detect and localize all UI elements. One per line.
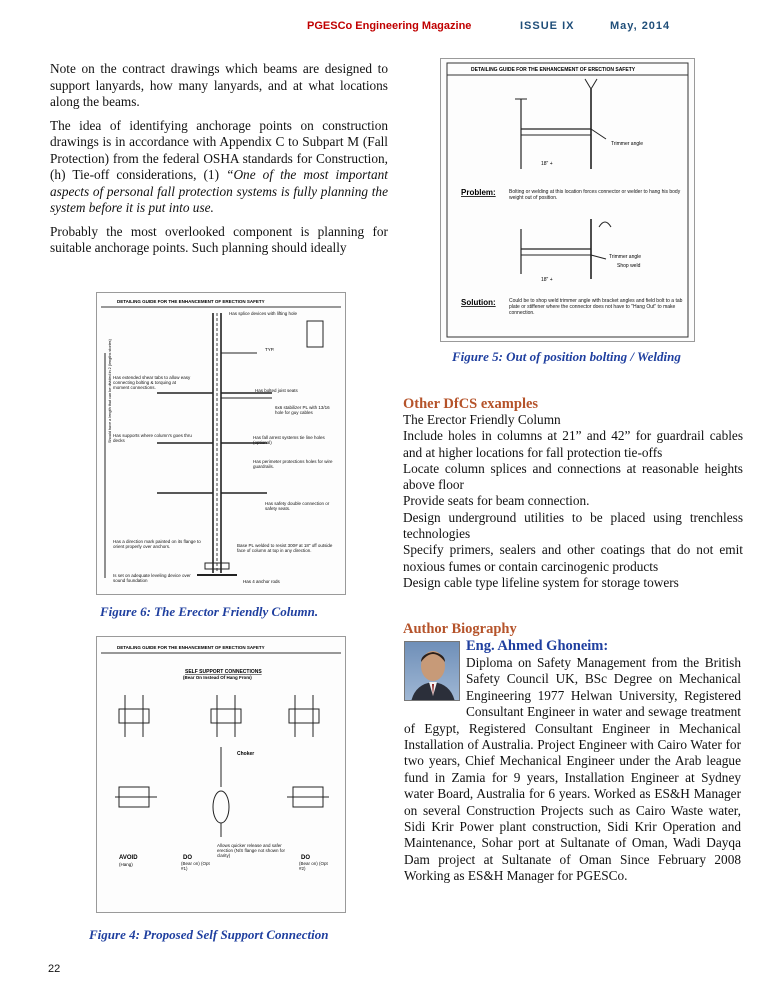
shop-weld-label: Shop weld bbox=[617, 263, 641, 269]
direction-mark-note: Has a direction mark painted on its flange to orient properly over anchors. bbox=[113, 539, 201, 549]
magazine-title: PGESCo Engineering Magazine bbox=[307, 20, 472, 32]
figure-title: DETAILING GUIDE FOR THE ENHANCEMENT OF ERECTION SAFETY bbox=[117, 645, 265, 650]
supports-note: Has supports where column's goes thru decks bbox=[113, 433, 192, 443]
issue-date: May, 2014 bbox=[610, 20, 671, 32]
length-note: Should have a length that can be divided in 2 (lengths stories) bbox=[108, 339, 112, 443]
issue-label: ISSUE IX bbox=[520, 20, 575, 32]
author-bio bbox=[404, 655, 741, 885]
base-plate-note: Base PL welded to resist 300# at 18" off outside face of column at top in any direction. bbox=[237, 543, 333, 553]
solution-label: Solution: bbox=[461, 298, 496, 307]
body-text-column bbox=[50, 61, 388, 264]
figure-subtitle-2: (Bear On Instead Of Hang From) bbox=[183, 675, 252, 680]
do-opt1-label: DO bbox=[183, 855, 192, 861]
list-item: Specify primers, sealers and other coatings that do not emit noxious fumes or contain carcinogenic products bbox=[403, 542, 743, 574]
figure-4-caption: Figure 4: Proposed Self Support Connection bbox=[89, 927, 329, 942]
do-opt1-sub-label: (Bear on) (Opt #1) bbox=[181, 861, 210, 871]
figure-title: DETAILING GUIDE FOR THE ENHANCEMENT OF ERECTION SAFETY bbox=[471, 67, 636, 73]
problem-label: Problem: bbox=[461, 188, 496, 197]
page-header bbox=[0, 20, 772, 38]
photo-spacer bbox=[404, 655, 466, 705]
fall-arrest-note: Has fall arrest systems tie line holes (optional) bbox=[253, 435, 325, 445]
figure-6-caption: Figure 6: The Erector Friendly Column. bbox=[100, 604, 319, 619]
typ-note: TYP. bbox=[265, 347, 275, 352]
list-item: Provide seats for beam connection. bbox=[403, 493, 590, 509]
paragraph: Note on the contract drawings which beams are designed to support lanyards, how many lanyards, and at what locations along the beams. bbox=[50, 61, 388, 109]
trimmer-label-2: Trimmer angle bbox=[609, 254, 642, 260]
splice-note: Has splice devices with lifting hole bbox=[229, 311, 298, 316]
figure-4-image bbox=[96, 636, 346, 913]
dfcs-list bbox=[403, 412, 743, 591]
choker-label: Choker bbox=[237, 751, 255, 757]
allows-note: Allows quicker release and safer erection (N/S flange not shown for clarity) bbox=[217, 843, 286, 858]
list-item: Include holes in columns at 21” and 42” for guardrail cables and at higher locations for fall protection tie-offs bbox=[403, 428, 743, 460]
paragraph: The idea of identifying anchorage points on construction drawings is in accordance with Appendix C to Subpart M (Fall Protection) from the federal OSHA standards for Construction, (h) Tie-off considerations, (1) “One of the most important aspects of personal fall protection systems is fully planning the system before it is put into use. bbox=[50, 117, 388, 215]
list-item: Locate column splices and connections at reasonable heights above floor bbox=[403, 460, 743, 493]
page-number: 22 bbox=[48, 963, 61, 975]
quote: “One of the most important aspects of personal fall protection systems is fully planning the system before it is put into use. bbox=[50, 167, 388, 215]
bio-text: Diploma on Safety Management from the British Safety Council UK, BSc Degree on Mechanical Engineering 1977 Helwan University, Registered Consultant Engineer in water and sewage treatment of Egypt, Registered Consultant Engineer in Mechanical Installation of Australia. Project Engineer with Cairo Water for two years, Chief Mechanical Engineer under the Arab league fund in Zamia for 9 years, Installation Engineer at Sydney water Board, Australia for 6 years. Worked as ES&H Manager on several Construction Projects such as Cairo Waste water, Sidi Krir Power plant construction, Sidi Krir Operation and Maintenance, Sohar port at Sultanate of Oman, Wadi Dayqa Dam project at Sultanate of Oman Since February 2008 Working as ES&H Manager for PGESCo. bbox=[404, 655, 741, 884]
double-connection-note: Has safety double connection or safety seats. bbox=[265, 501, 330, 511]
dimension-label-2: 18" + bbox=[541, 277, 553, 283]
dimension-label: 18" + bbox=[541, 161, 553, 167]
author-name: Eng. Ahmed Ghoneim: bbox=[466, 638, 609, 654]
shear-tabs-note: Has extended shear tabs to allow easy connecting bolting & torquing at moment connections. bbox=[113, 375, 191, 390]
figure-6-image bbox=[96, 292, 346, 595]
solution-text: Could be to shop weld trimmer angle with bracket angles and field bolt to a tab plate or stiffener where the connector does not have to "Hang Out" to make connection. bbox=[509, 298, 683, 316]
bio-section-title: Author Biography bbox=[403, 621, 517, 637]
anchor-rods-note: Has 4 anchor rods bbox=[243, 579, 280, 584]
paragraph: Probably the most overlooked component is planning for suitable anchorage points. Such planning should ideally bbox=[50, 223, 388, 255]
dfcs-section-title: Other DfCS examples bbox=[403, 396, 539, 412]
avoid-sub-label: (Hang) bbox=[119, 862, 133, 867]
figure-5-image bbox=[440, 58, 695, 342]
figure-title: DETAILING GUIDE FOR THE ENHANCEMENT OF ERECTION SAFETY bbox=[117, 299, 265, 304]
perimeter-note: Has perimeter protections holes for wire guardrails. bbox=[253, 459, 333, 469]
leveling-note: Is set on adequate leveling device over sound foundation bbox=[113, 573, 191, 583]
do-opt2-label: DO bbox=[301, 855, 310, 861]
figure-5-caption: Figure 5: Out of position bolting / Welding bbox=[452, 349, 681, 364]
avoid-label: AVOID bbox=[119, 855, 138, 861]
problem-text: Bolting or welding at this location forces connector or welder to hang his body weight out of position. bbox=[509, 189, 681, 201]
list-item: Design underground utilities to be placed using trenchless technologies bbox=[403, 509, 743, 542]
figure-subtitle: SELF SUPPORT CONNECTIONS bbox=[185, 669, 262, 675]
list-item: Design cable type lifeline system for storage towers bbox=[403, 574, 679, 590]
list-item: The Erector Friendly Column bbox=[403, 412, 561, 427]
do-opt2-sub-label: (Bear on) (Opt #2) bbox=[299, 861, 328, 871]
stabilizer-note: 6x6 stabilizer PL with 13/16 hole for guy cables bbox=[275, 405, 330, 415]
trimmer-label: Trimmer angle bbox=[611, 141, 644, 147]
bolted-joist-note: Has bolted joist seats bbox=[255, 388, 298, 393]
